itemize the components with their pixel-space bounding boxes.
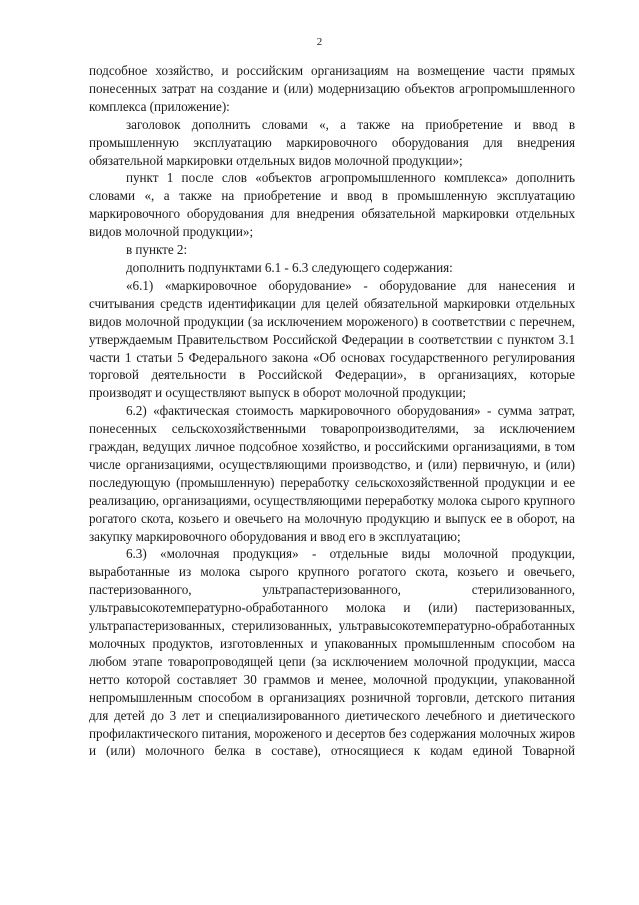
page-number: 2: [316, 36, 323, 48]
paragraph-continuation: подсобное хозяйство, и российским организациям на возмещение части прямых понесенных затрат на создание и (или) модернизацию объектов агропромышленного комплекса (приложение):: [89, 63, 575, 114]
paragraph-add-subpoints: дополнить подпунктами 6.1 - 6.3 следующего содержания:: [126, 259, 453, 275]
document-body: [89, 62, 575, 760]
paragraph-point-1-amendment: пункт 1 после слов «объектов агропромышленного комплекса» дополнить словами «, а также на приобретение и ввод в промышленную эксплуатацию маркировочного оборудования для внедрения обязательной маркировки отдельных видов молочной продукции»;: [89, 170, 575, 240]
paragraph-subpoint-6-3: 6.3) «молочная продукция» - отдельные виды молочной продукции, выработанные из молока сырого крупного рогатого скота, козьего и овечьего, пастеризованного, ультрапастеризованного, стерилизованного, ультравысокотемпературно-обработанного молока и (или) пастеризованных, ультрапастеризованных, стерилизованных, ультравысокотемпературно-обработанных молочных продуктов, изготовленных и упакованных промышленным способом на любом этапе товаропроводящей цепи (за исключением молочной продукции, масса нетто которой составляет 30 граммов и менее, молочной продукции, упакованной непромышленным способом в организациях розничной торговли, детского питания для детей до 3 лет и специализированного диетического лечебного и диетического профилактического питания, мороженого и десертов без содержания молочных жиров и (или) молочного белка в составе), относящиеся к кодам единой Товарной: [89, 546, 575, 759]
paragraph-subpoint-6-1: «6.1) «маркировочное оборудование» - оборудование для нанесения и считывания средств идентификации для целей обязательной маркировки отдельных видов молочной продукции (за исключением мороженого) в соответствии с перечнем, утверждаемым Правительством Российской Федерации в соответствии с пунктом 3.1 части 1 статьи 5 Федерального закона «Об основах государственного регулирования торговой деятельности в Российской Федерации», в организациях, которые производят и осуществляют выпуск в оборот молочной продукции;: [89, 277, 575, 401]
paragraph-subpoint-6-2: 6.2) «фактическая стоимость маркировочного оборудования» - сумма затрат, понесенных сельскохозяйственными товаропроизводителями, за исключением граждан, ведущих личное подсобное хозяйство, и российскими организациями, в том числе организациями, осуществляющими производство, и (или) первичную, и (или) последующую (промышленную) переработку сельскохозяйственной продукции и ее реализацию, организациями, осуществляющими переработку молока сырого крупного рогатого скота, козьего и овечьего на молочную продукцию и выпуск ее в оборот, на закупку маркировочного оборудования и ввод его в эксплуатацию;: [89, 403, 575, 544]
paragraph-point-2-intro: в пункте 2:: [126, 242, 188, 258]
paragraph-title-amendment: заголовок дополнить словами «, а также на приобретение и ввод в промышленную эксплуатацию маркировочного оборудования для внедрения обязательной маркировки отдельных видов молочной продукции»;: [89, 116, 575, 168]
